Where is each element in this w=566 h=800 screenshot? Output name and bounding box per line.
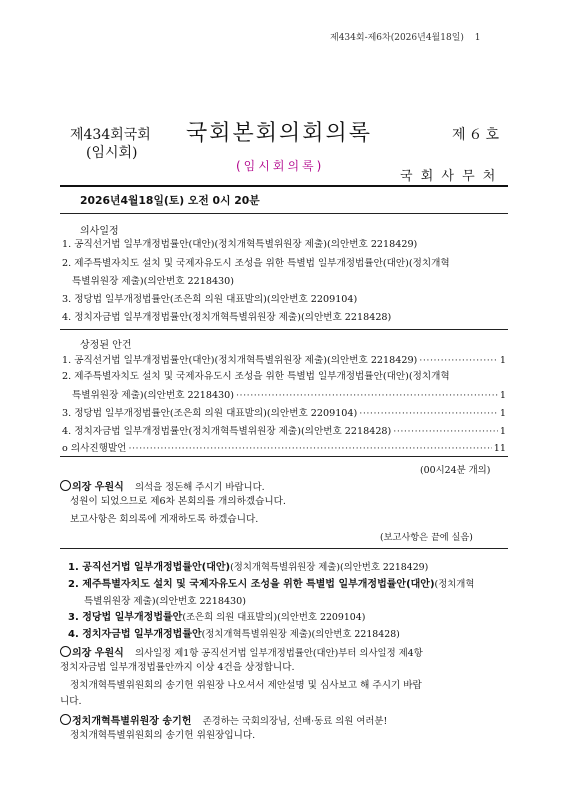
toc-title: 4. 정치자금법 일부개정법률안(정치개혁특별위원장 제출)(의안번호 2218428) [62,426,392,437]
speaker-name: 의장 우원식 [72,648,124,659]
report-note: (보고사항은 끝에 실음) [380,532,473,543]
speech-text: 정치개혁특별위원회의 송기헌 위원장입니다. [70,730,256,741]
toc-title: 2. 제주특별자치도 설치 및 국제자유도시 조성을 위한 특별법 일부개정법률안(대안)(정치개혁 [62,371,450,382]
bill-detail: 특별위원장 제출)(의안번호 2218430) [84,596,246,607]
bill-detail: (정치개혁 [434,579,475,590]
bill-item [68,611,365,624]
speaker-name: 의장 우원식 [72,482,124,493]
speaker-circle-icon [60,480,71,491]
rule [60,213,508,214]
toc-row [72,387,506,401]
bill-item [68,561,428,574]
bill-title: 2. 제주특별자치도 설치 및 국제자유도시 조성을 위한 특별법 일부개정법률안(대안) [68,579,435,590]
header-rule [60,185,508,187]
speaker-circle-icon [60,646,71,657]
running-header [330,30,481,43]
submitted-heading: 상정된 안건 [80,340,132,351]
speech-block [60,644,423,659]
speaker-name: 정치개혁특별위원장 송기헌 [72,716,192,727]
session-label: 제434회국회 [70,127,151,143]
document-title: 국회본회의회의록 [186,121,373,146]
bill-title: 4. 정치자금법 일부개정법률안 [68,629,202,640]
agenda-item: 1. 공직선거법 일부개정법률안(대안)(정치개혁특별위원장 제출)(의안번호 2218429) [62,239,418,250]
toc-page: 11 [493,443,506,454]
toc-row [62,440,506,454]
session-datetime: 2026년4월18일(토) 오전 0시 20분 [80,194,260,207]
toc-leader [393,426,498,437]
toc-leader [236,390,498,401]
agenda-item: 2. 제주특별자치도 설치 및 국제자유도시 조성을 위한 특별법 일부개정법률안(대안)(정치개혁 [62,258,450,269]
toc-title: 특별위원장 제출)(의안번호 2218430) [72,390,234,401]
speech-block [60,712,387,727]
issue-number: 제６호 [452,127,503,143]
speech-text: 보고사항은 회의록에 게재하도록 하겠습니다. [70,514,259,525]
toc-row [62,405,506,419]
speech-text: 의석을 정돈해 주시기 바랍니다. [134,482,265,493]
agenda-item: 특별위원장 제출)(의안번호 2218430) [72,276,234,287]
document-subtitle: (임시회의록) [236,159,325,173]
page-number: 1 [474,33,481,43]
rule [60,456,508,457]
speech-block [60,478,265,493]
bill-item [68,628,400,641]
speech-text: 성원이 되었으므로 제6차 본회의를 개의하겠습니다. [70,496,286,507]
bill-detail: (정치개혁특별위원장 제출)(의안번호 2218429) [230,562,429,573]
toc-title: 1. 공직선거법 일부개정법률안(대안)(정치개혁특별위원장 제출)(의안번호 2218429) [62,355,418,366]
running-header-text: 제434회-제6차(2026년4월18일) [330,33,464,43]
speech-text: 의사일정 제1항 공직선거법 일부개정법률안(대안)부터 의사일정 제4항 [134,648,423,659]
toc-page: 1 [499,355,506,366]
opening-time: (00시24분 개의) [420,465,491,476]
bill-detail: (조은희 의원 대표발의)(의안번호 2209104) [182,612,366,623]
toc-page: 1 [499,390,506,401]
rule [60,329,508,330]
rule [60,548,508,549]
agenda-item: 4. 정치자금법 일부개정법률안(정치개혁특별위원장 제출)(의안번호 2218428) [62,312,392,323]
toc-title: o 의사진행발언 [62,443,127,454]
toc-row [62,352,506,366]
toc-leader [359,408,498,419]
speaker-circle-icon [60,714,71,725]
bill-title: 3. 정당법 일부개정법률안 [68,612,183,623]
agenda-item: 3. 정당법 일부개정법률안(조은희 의원 대표발의)(의안번호 2209104) [62,294,358,305]
speech-text: 존경하는 국회의장님, 선배·동료 의원 여러분! [202,716,388,727]
speech-text: 정치개혁특별위원회의 송기헌 위원장 나오셔서 제안설명 및 심사보고 해 주시기 바랍 [70,680,422,691]
toc-title: 3. 정당법 일부개정법률안(조은희 의원 대표발의)(의안번호 2209104) [62,408,358,419]
toc-leader [419,355,498,366]
bill-title: 1. 공직선거법 일부개정법률안(대안) [68,562,231,573]
toc-page: 1 [499,426,506,437]
speech-text: 정치자금법 일부개정법률안까지 이상 4건을 상정합니다. [60,662,295,673]
toc-row [62,423,506,437]
toc-leader [128,443,491,454]
bill-item [68,578,474,591]
session-type: (임시회) [86,145,138,161]
publisher: 국 회 사 무 처 [400,169,498,184]
bill-detail: (정치개혁특별위원장 제출)(의안번호 2218428) [201,629,400,640]
toc-page: 1 [499,408,506,419]
agenda-heading: 의사일정 [80,226,119,237]
speech-text: 니다. [60,696,82,707]
